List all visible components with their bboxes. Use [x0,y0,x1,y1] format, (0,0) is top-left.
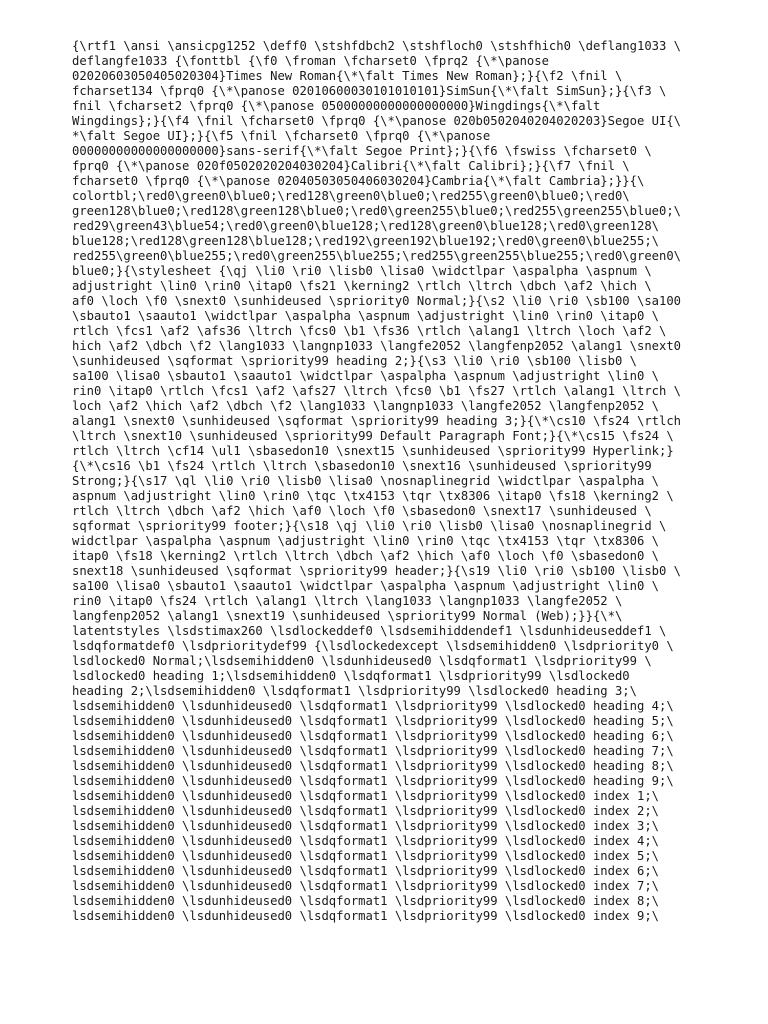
text-line: rtlch \ltrch \cf14 \ul1 \sbasedon10 \snext15 \sunhideused \spriority99 Hyperlink;} [72,444,674,458]
text-line: lsdsemihidden0 \lsdunhideused0 \lsdqformat1 \lsdpriority99 \lsdlocked0 heading 8;\ [72,759,674,773]
rtf-source-text [72,39,702,924]
text-line: fprq0 {\*\panose 020f0502020204030204}Calibri{\*\falt Calibri};}{\f7 \fnil \ [72,159,630,173]
text-line: lsdsemihidden0 \lsdunhideused0 \lsdqformat1 \lsdpriority99 \lsdlocked0 index 9;\ [72,909,659,923]
text-line: heading 2;\lsdsemihidden0 \lsdqformat1 \lsdpriority99 \lsdlocked0 heading 3;\ [72,684,637,698]
text-line: rin0 \itap0 \fs24 \rtlch \alang1 \ltrch \lang1033 \langnp1033 \langfe2052 \ [72,594,623,608]
text-line: sqformat \spriority99 footer;}{\s18 \qj \li0 \ri0 \lisb0 \lisa0 \nosnaplinegrid \ [72,519,667,533]
text-line: lsdsemihidden0 \lsdunhideused0 \lsdqformat1 \lsdpriority99 \lsdlocked0 index 2;\ [72,804,659,818]
text-line: adjustright \lin0 \rin0 \itap0 \fs21 \kerning2 \rtlch \ltrch \dbch \af2 \hich \ [72,279,652,293]
text-line: blue0;}{\stylesheet {\qj \li0 \ri0 \lisb0 \lisa0 \widctlpar \aspalpha \aspnum \ [72,264,652,278]
text-line: lsdsemihidden0 \lsdunhideused0 \lsdqformat1 \lsdpriority99 \lsdlocked0 index 4;\ [72,834,659,848]
text-line: deflangfe1033 {\fonttbl {\f0 \froman \fcharset0 \fprq2 {\*\panose [72,54,549,68]
text-line: lsdlocked0 heading 1;\lsdsemihidden0 \lsdqformat1 \lsdpriority99 \lsdlocked0 [72,669,630,683]
text-line: alang1 \snext0 \sunhideused \sqformat \spriority99 heading 3;}{\*\cs10 \fs24 \rtlch [72,414,682,428]
text-line: aspnum \adjustright \lin0 \rin0 \tqc \tx4153 \tqr \tx8306 \itap0 \fs18 \kerning2 \ [72,489,674,503]
text-line: Strong;}{\s17 \ql \li0 \ri0 \lisb0 \lisa0 \nosnaplinegrid \widctlpar \aspalpha \ [72,474,659,488]
text-line: itap0 \fs18 \kerning2 \rtlch \ltrch \dbch \af2 \hich \af0 \loch \f0 \sbasedon0 \ [72,549,659,563]
text-line: hich \af2 \dbch \f2 \lang1033 \langnp1033 \langfe2052 \langfenp2052 \alang1 \snext0 [72,339,682,353]
text-line: lsdsemihidden0 \lsdunhideused0 \lsdqformat1 \lsdpriority99 \lsdlocked0 index 7;\ [72,879,659,893]
text-line: sa100 \lisa0 \sbauto1 \saauto1 \widctlpar \aspalpha \aspnum \adjustright \lin0 \ [72,579,659,593]
text-line: sa100 \lisa0 \sbauto1 \saauto1 \widctlpar \aspalpha \aspnum \adjustright \lin0 \ [72,369,659,383]
text-line: \sbauto1 \saauto1 \widctlpar \aspalpha \aspnum \adjustright \lin0 \rin0 \itap0 \ [72,309,659,323]
text-line: lsdsemihidden0 \lsdunhideused0 \lsdqformat1 \lsdpriority99 \lsdlocked0 heading 9;\ [72,774,674,788]
text-line: rtlch \ltrch \dbch \af2 \hich \af0 \loch \f0 \sbasedon0 \snext17 \sunhideused \ [72,504,652,518]
text-line: \ltrch \snext10 \sunhideused \spriority99 Default Paragraph Font;}{\*\cs15 \fs24 \ [72,429,674,443]
text-line: lsdsemihidden0 \lsdunhideused0 \lsdqformat1 \lsdpriority99 \lsdlocked0 heading 5;\ [72,714,674,728]
text-line: lsdsemihidden0 \lsdunhideused0 \lsdqformat1 \lsdpriority99 \lsdlocked0 heading 4;\ [72,699,674,713]
text-line: red255\green0\blue255;\red0\green255\blue255;\red255\green255\blue255;\red0\green0\ [72,249,682,263]
text-line: widctlpar \aspalpha \aspnum \adjustright \lin0 \rin0 \tqc \tx4153 \tqr \tx8306 \ [72,534,659,548]
text-line: latentstyles \lsdstimax260 \lsdlockeddef0 \lsdsemihiddendef1 \lsdunhideuseddef1 \ [72,624,667,638]
text-line: {\*\cs16 \b1 \fs24 \rtlch \ltrch \sbasedon10 \snext16 \sunhideused \spriority99 [72,459,652,473]
text-line: colortbl;\red0\green0\blue0;\red128\green0\blue0;\red255\green0\blue0;\red0\ [72,189,630,203]
text-line: lsdsemihidden0 \lsdunhideused0 \lsdqformat1 \lsdpriority99 \lsdlocked0 heading 7;\ [72,744,674,758]
text-line: lsdsemihidden0 \lsdunhideused0 \lsdqformat1 \lsdpriority99 \lsdlocked0 index 6;\ [72,864,659,878]
text-line: lsdsemihidden0 \lsdunhideused0 \lsdqformat1 \lsdpriority99 \lsdlocked0 index 8;\ [72,894,659,908]
text-line: fnil \fcharset2 \fprq0 {\*\panose 05000000000000000000}Wingdings{\*\falt [72,99,601,113]
text-line: lsdsemihidden0 \lsdunhideused0 \lsdqformat1 \lsdpriority99 \lsdlocked0 index 3;\ [72,819,659,833]
text-line: Wingdings};}{\f4 \fnil \fcharset0 \fprq0 {\*\panose 020b0502040204020203}Segoe UI{\ [72,114,682,128]
text-line: fcharset134 \fprq0 {\*\panose 02010600030101010101}SimSun{\*\falt SimSun};}{\f3 \ [72,84,667,98]
text-line: snext18 \sunhideused \sqformat \spriority99 header;}{\s19 \li0 \ri0 \sb100 \lisb0 \ [72,564,682,578]
text-line: lsdsemihidden0 \lsdunhideused0 \lsdqformat1 \lsdpriority99 \lsdlocked0 heading 6;\ [72,729,674,743]
text-line: red29\green43\blue54;\red0\green0\blue128;\red128\green0\blue128;\red0\green128\ [72,219,659,233]
text-line: langfenp2052 \alang1 \snext19 \sunhideused \spriority99 Normal (Web);}}{\*\ [72,609,623,623]
text-line: \sunhideused \sqformat \spriority99 heading 2;}{\s3 \li0 \ri0 \sb100 \lisb0 \ [72,354,637,368]
text-line: rtlch \fcs1 \af2 \afs36 \ltrch \fcs0 \b1 \fs36 \rtlch \alang1 \ltrch \loch \af2 \ [72,324,667,338]
text-line: lsdlocked0 Normal;\lsdsemihidden0 \lsdunhideused0 \lsdqformat1 \lsdpriority99 \ [72,654,652,668]
text-line: loch \af2 \hich \af2 \dbch \f2 \lang1033 \langnp1033 \langfe2052 \langfenp2052 \ [72,399,659,413]
text-line: {\rtf1 \ansi \ansicpg1252 \deff0 \stshfdbch2 \stshfloch0 \stshfhich0 \deflang1033 \ [72,39,682,53]
text-line: green128\blue0;\red128\green128\blue0;\red0\green255\blue0;\red255\green255\blue0;\ [72,204,682,218]
text-line: 00000000000000000000}sans-serif{\*\falt Segoe Print};}{\f6 \fswiss \fcharset0 \ [72,144,652,158]
text-line: 02020603050405020304}Times New Roman{\*\falt Times New Roman};}{\f2 \fnil \ [72,69,623,83]
text-line: rin0 \itap0 \rtlch \fcs1 \af2 \afs27 \ltrch \fcs0 \b1 \fs27 \rtlch \alang1 \ltrch \ [72,384,682,398]
text-line: lsdqformatdef0 \lsdprioritydef99 {\lsdlockedexcept \lsdsemihidden0 \lsdpriority0 \ [72,639,674,653]
text-line: *\falt Segoe UI};}{\f5 \fnil \fcharset0 \fprq0 {\*\panose [72,129,491,143]
text-line: lsdsemihidden0 \lsdunhideused0 \lsdqformat1 \lsdpriority99 \lsdlocked0 index 5;\ [72,849,659,863]
text-line: lsdsemihidden0 \lsdunhideused0 \lsdqformat1 \lsdpriority99 \lsdlocked0 index 1;\ [72,789,659,803]
text-line: fcharset0 \fprq0 {\*\panose 02040503050406030204}Cambria{\*\falt Cambria};}}{\ [72,174,645,188]
text-line: blue128;\red128\green128\blue128;\red192\green192\blue192;\red0\green0\blue255;\ [72,234,659,248]
text-line: af0 \loch \f0 \snext0 \sunhideused \spriority0 Normal;}{\s2 \li0 \ri0 \sb100 \sa100 [72,294,682,308]
